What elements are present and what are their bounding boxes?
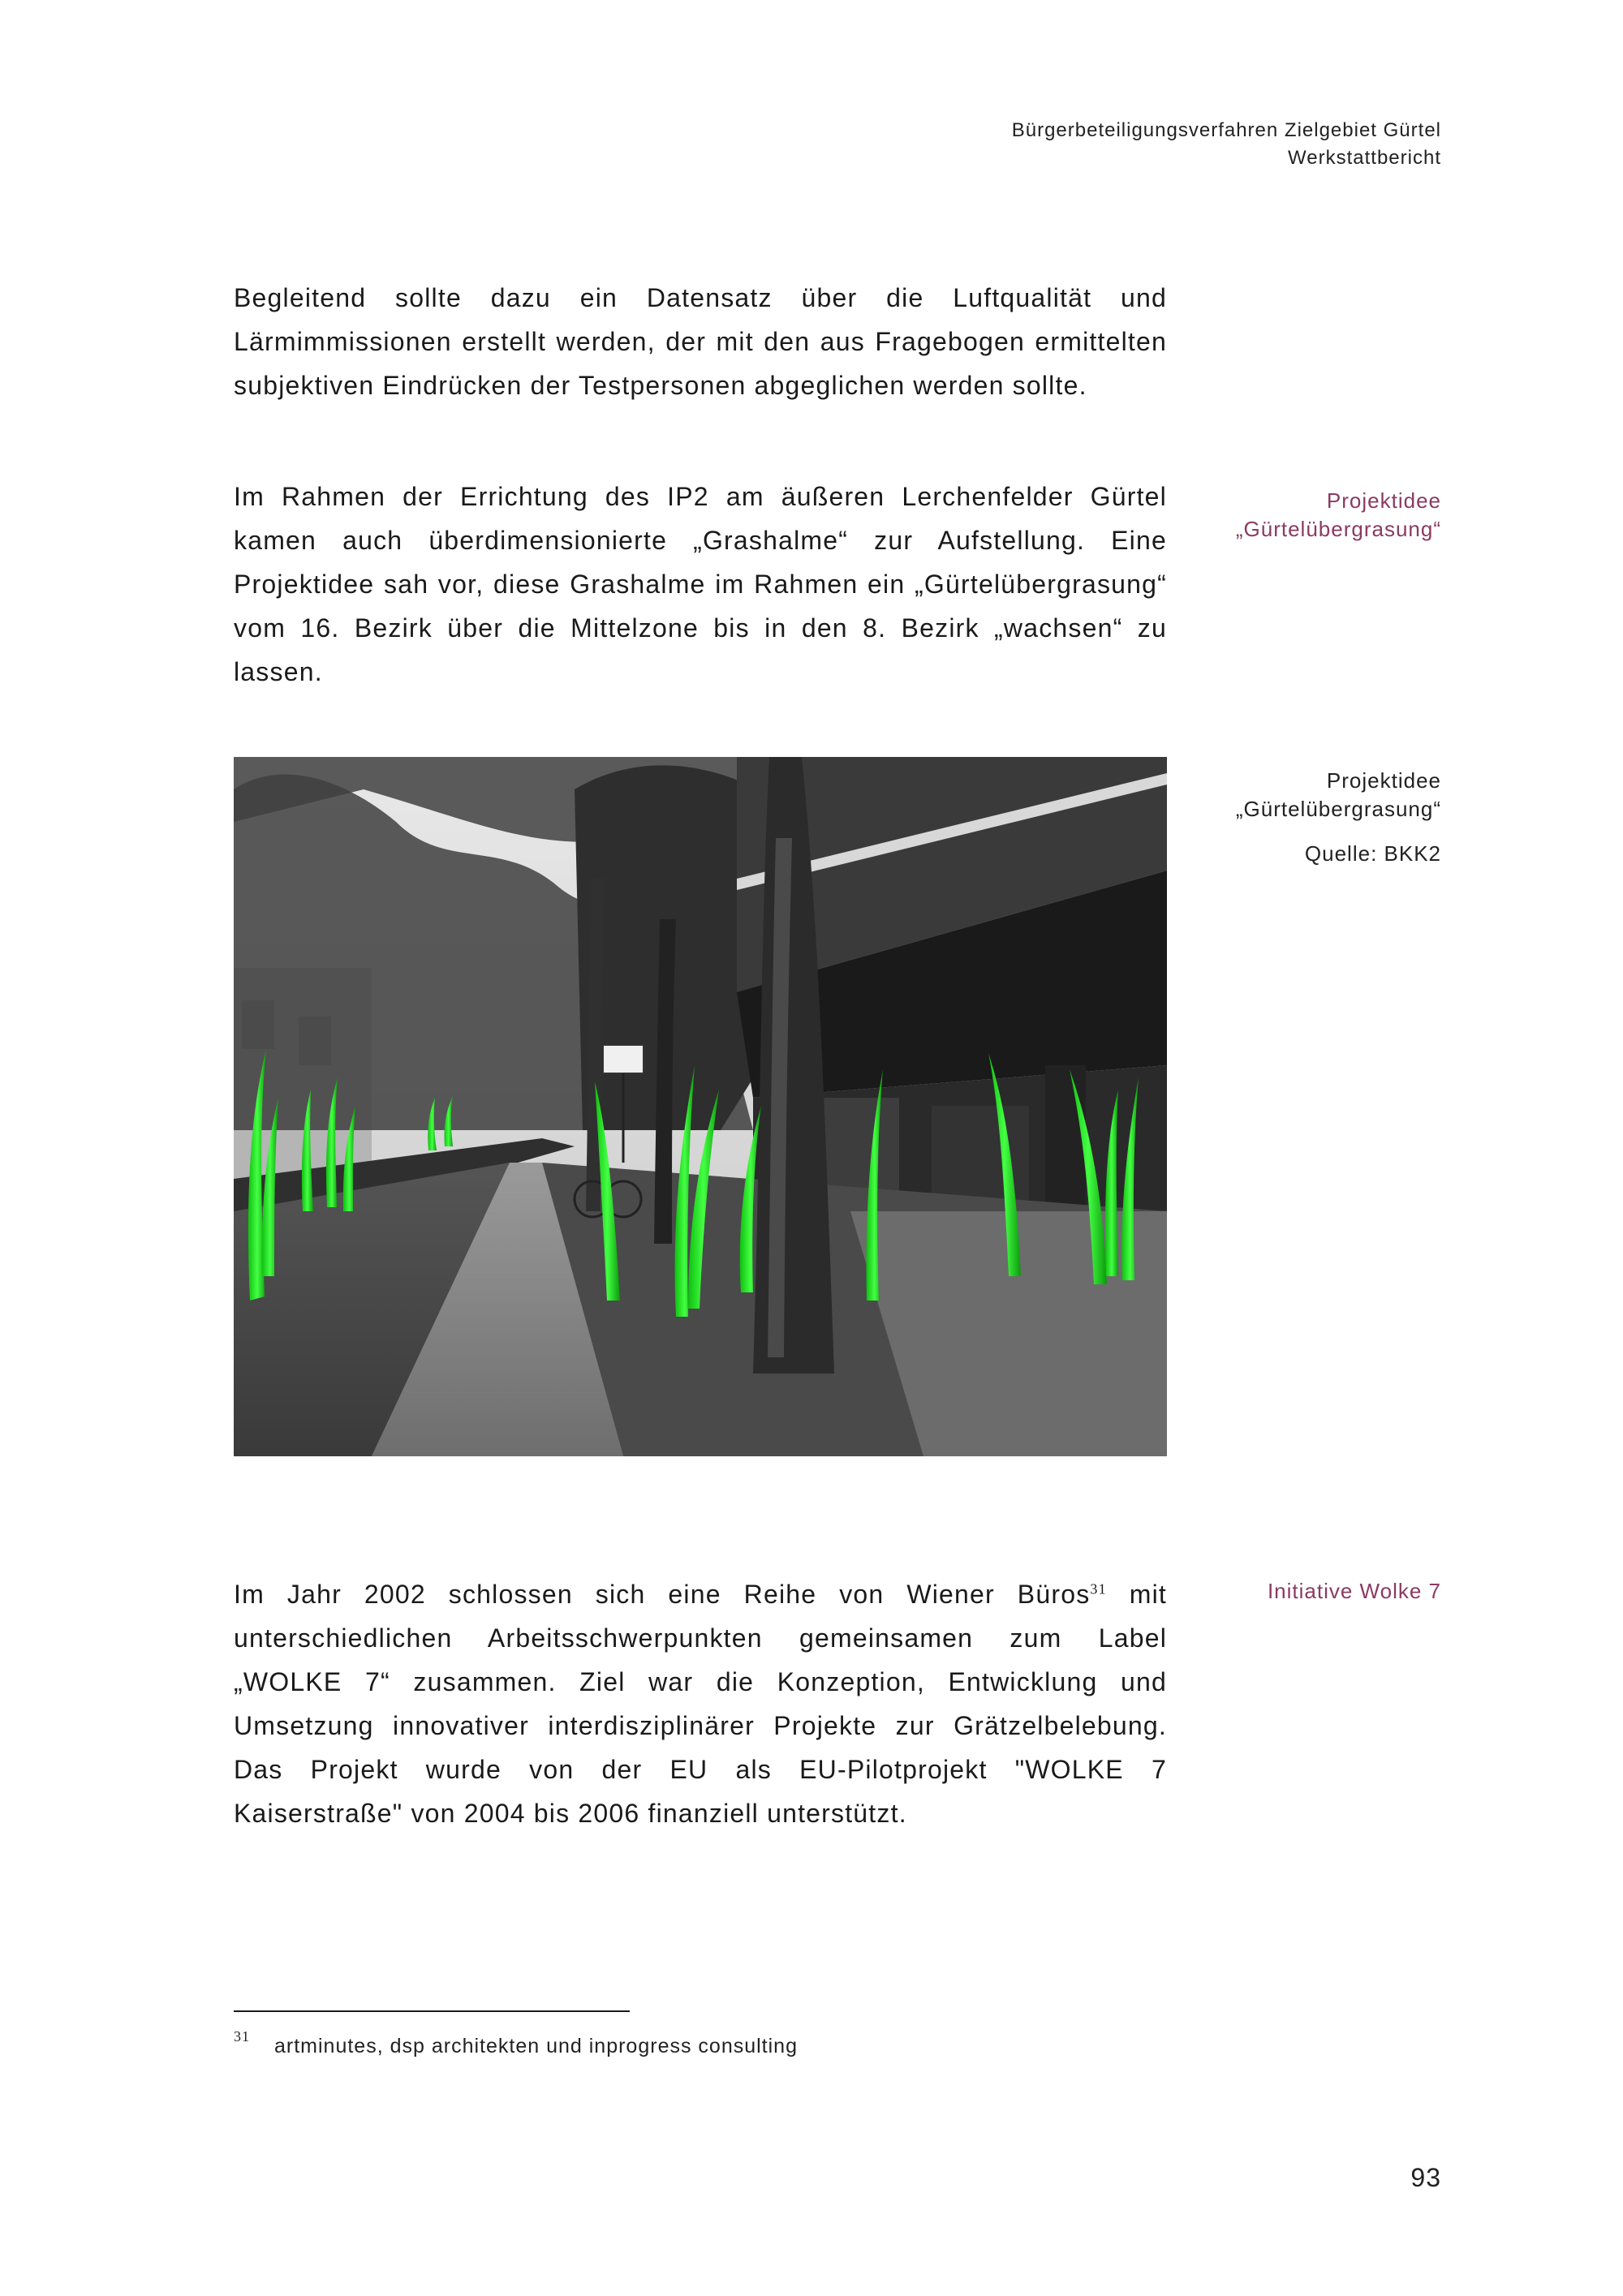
running-header [1012, 117, 1441, 172]
paragraph-wolke-7-start: Im Jahr 2002 schlossen sich eine Reihe von Wiener Büros [234, 1580, 1091, 1609]
caption-source: Quelle: BKK2 [1304, 841, 1441, 866]
paragraph-air-quality: Begleitend sollte dazu ein Datensatz über die Luftqualität und Lärmimmissionen erstellt werden, der mit den aus Fragebogen ermittelten subjektiven Eindrücken der Testpersonen abgeglichen werden sollte. [234, 283, 1167, 400]
side-note-subtitle: „Gürtelübergrasung“ [1235, 517, 1441, 541]
caption-subtitle: „Gürtelübergrasung“ [1235, 797, 1441, 821]
caption-title: Projektidee [1326, 768, 1441, 793]
footnote-mark: 31 [234, 2028, 250, 2044]
footnote-reference[interactable]: 31 [1090, 1580, 1107, 1597]
footnote-divider [234, 2010, 630, 2012]
paragraph-grass-blades: Im Rahmen der Errichtung des IP2 am äußeren Lerchenfelder Gürtel kamen auch überdimensionierte „Grashalme“ zur Aufstellung. Eine Projektidee sah vor, diese Grashalme im Rahmen ein „Gürtelübergrasung“ vom 16. Bezirk über die Mittelzone bis in den 8. Bezirk „wachsen“ zu lassen. [234, 482, 1167, 686]
side-note-title: Projektidee [1326, 488, 1441, 513]
project-photo [234, 757, 1167, 1456]
paragraph-wolke-7-rest: mit unterschiedlichen Arbeitsschwerpunkten gemeinsamen zum Label „WOLKE 7“ zusammen. Ziel war die Konzeption, Entwicklung und Umsetzung innovativer interdisziplinärer Projekte zur Grätzelbelebung. Das Projekt wurde von der EU als EU-Pilotprojekt "WOLKE 7 Kaiserstraße" von 2004 bis 2006 finanziell unterstützt. [234, 1580, 1167, 1828]
photo-caption [1236, 767, 1441, 868]
side-note-project-idea [1236, 487, 1441, 544]
header-title: Bürgerbeteiligungsverfahren Zielgebiet Gürtel [1011, 119, 1441, 141]
paragraph-wolke-7 [234, 1572, 1167, 1835]
header-subtitle: Werkstattbericht [1288, 147, 1441, 169]
footnote-text: artminutes, dsp architekten und inprogress consulting [274, 2035, 798, 2057]
page-number: 93 [1410, 2163, 1441, 2192]
side-note-wolke-7: Initiative Wolke 7 [1267, 1579, 1441, 1603]
footnote [234, 2028, 798, 2058]
